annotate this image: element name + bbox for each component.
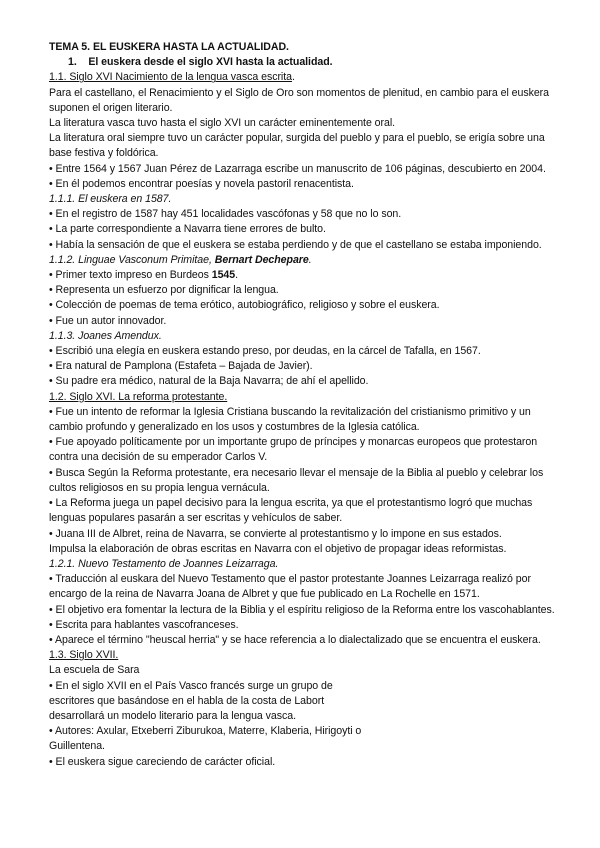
document-page [49,40,561,770]
section-1-1-2-heading [49,253,561,268]
bullet-item: • La Reforma juega un papel decisivo para la lengua escrita, ya que el protestantismo logró que muchas lenguas populares pasarán a ser escritas y vehículos de saber. [49,497,533,525]
paragraph: La escuela de Sara [49,664,140,677]
bullet-item: • En él podemos encontrar poesías y novela pastoril renacentista. [49,177,354,190]
bullet-item: • La parte correspondiente a Navarra tiene errores de bulto. [49,223,326,236]
section-1-3-heading: 1.3. Siglo XVII. [49,649,119,662]
section-1-2-1-heading: 1.2.1. Nuevo Testamento de Joannes Leizarraga. [49,557,279,570]
bullet-item: • Había la sensación de que el euskera se estaba perdiendo y de que el castellano se estaba imponiendo. [49,238,542,251]
bullet-line: escritores que basándose en el habla de la costa de Labort [49,694,325,707]
bullet-item: • Era natural de Pamplona (Estafeta – Bajada de Javier). [49,360,313,373]
bullet-item: • Entre 1564 y 1567 Juan Pérez de Lazarraga escribe un manuscrito de 106 páginas, descubierto en 2004. [49,162,546,175]
bullet-item: • Fue un autor innovador. [49,314,167,327]
bullet-line: desarrollará un modelo literario para la lengua vasca. [49,709,296,722]
section-1-1-heading-text: 1.1. Siglo XVI Nacimiento de la lengua vasca escrita [49,71,292,84]
section-number: 1. [68,56,77,69]
heading-text: 1.1.2. Linguae Vasconum Primitae, [49,253,215,266]
bullet-period: . [235,269,239,282]
bullet-item: • Su padre era médico, natural de la Baja Navarra; de ahí el apellido. [49,375,369,388]
bullet-item: • Fue un intento de reformar la Iglesia Cristiana buscando la revitalización del cristianismo primitivo y un cambio profundo y generalizado en los usos y costumbres de la Iglesia católica. [49,405,531,434]
paragraph: Para el castellano, el Renacimiento y el Siglo de Oro son momentos de plenitud, en cambio para el euskera suponen el origen literario. [49,86,550,114]
year-highlight: 1545 [211,269,236,282]
bullet-item: • Aparece el término "heuscal herria" y se hace referencia a lo dialectalizado que se encuentra el euskera. [49,633,541,646]
bullet-item [49,268,561,283]
paragraph: La literatura vasca tuvo hasta el siglo XVI un carácter eminentemente oral. [49,117,396,130]
bullet-line: Guillentena. [49,740,105,753]
section-1-2-heading: 1.2. Siglo XVI. La reforma protestante. [49,390,228,403]
bullet-item: • Busca Según la Reforma protestante, era necesario llevar el mensaje de la Biblia al pueblo y celebrar los cultos religiosos en su propia lengua vernácula. [49,466,544,494]
bullet-item: • El objetivo era fomentar la lectura de la Biblia y el espíritu religioso de la Reforma entre los vascohablantes. [49,603,555,616]
section-1-title [49,55,561,70]
bullet-item: • Escribió una elegía en euskera estando preso, por deudas, en la cárcel de Tafalla, en 1567. [49,345,481,358]
bullet-item: • El euskera sigue careciendo de carácter oficial. [49,755,276,768]
bullet-item: • Fue apoyado políticamente por un importante grupo de príncipes y monarcas europeos que protestaron contra una decisión de su emperador Carlos V. [49,436,538,464]
heading-period: . [308,253,312,266]
bullet-item: • En el registro de 1587 hay 451 localidades vascófonas y 58 que no lo son. [49,208,402,221]
section-title-text: El euskera desde el siglo XVI hasta la actualidad. [88,56,333,69]
bullet-line: • Autores: Axular, Etxeberri Ziburukoa, Materre, Klaberia, Hirigoyti o [49,725,362,738]
paragraph: La literatura oral siempre tuvo un carácter popular, surgida del pueblo y para el pueblo, se erigía sobre una base festiva y foldórica. [49,132,545,160]
bullet-item: • Colección de poemas de tema erótico, autobiográfico, religioso y sobre el euskera. [49,299,440,312]
document-title: TEMA 5. EL EUSKERA HASTA LA ACTUALIDAD. [49,41,289,53]
section-1-1-1-heading: 1.1.1. El euskera en 1587. [49,193,172,206]
bullet-item: • Representa un esfuerzo por dignificar la lengua. [49,284,279,297]
paragraph: Impulsa la elaboración de obras escritas en Navarra con el objetivo de propagar ideas reformistas. [49,542,507,555]
author-name: Bernart Dechepare [214,253,309,266]
bullet-text: • Primer texto impreso en Burdeos [49,269,212,282]
bullet-item: • Escrita para hablantes vascofranceses. [49,618,239,631]
heading-period: . [291,71,295,84]
section-1-1-3-heading: 1.1.3. Joanes Amendux. [49,329,162,342]
bullet-line: • En el siglo XVII en el País Vasco francés surge un grupo de [49,679,333,692]
section-1-1-heading [49,70,561,85]
bullet-item: • Juana III de Albret, reina de Navarra, se convierte al protestantismo y lo impone en sus estados. [49,527,502,540]
bullet-item: • Traducción al euskara del Nuevo Testamento que el pastor protestante Joannes Leizarraga realizó por encargo de la reina de Navarra Joana de Albret y que fue publicado en La Rochelle en 1571. [49,573,531,601]
